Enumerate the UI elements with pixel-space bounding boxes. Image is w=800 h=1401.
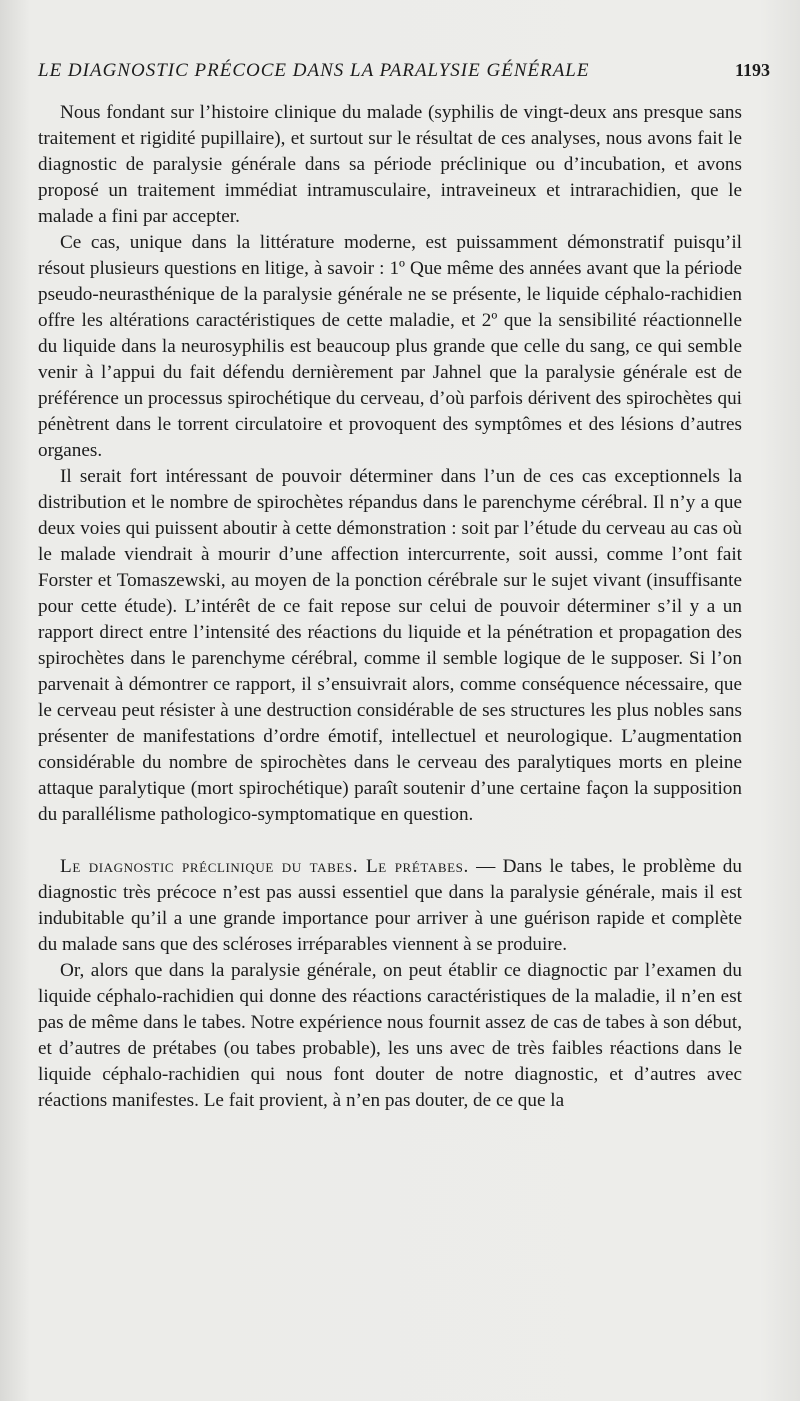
paragraph: Ce cas, unique dans la littérature moderne, est puissamment démonstratif puisqu’il résout plusieurs questions en litige, à savoir : 1º Que même des années avant que la période pseudo-neurasthénique de la paralysie générale ne se présente, le liquide céphalo-rachidien offre les altérations caractéristiques de cette maladie, et 2º que la sensibilité réactionnelle du liquide dans la neurosyphilis est beaucoup plus grande que celle du sang, ce qui semble venir à l’appui du fait défendu dernièrement par Jahnel que la paralysie générale est de préférence un processus spirochétique du cerveau, d’où parfois dérivent des spirochètes qui pénètrent dans le torrent circulatoire et provoquent des symptômes et des lésions d’autres organes. <box>38 232 742 461</box>
page-number: 1193 <box>734 60 770 80</box>
body-text <box>38 100 742 1114</box>
paragraph: Il serait fort intéressant de pouvoir déterminer dans l’un de ces cas exceptionnels la distribution et le nombre de spirochètes répandus dans le parenchyme cérébral. Il n’y a que deux voies qui puissent aboutir à cette démonstration : soit par l’étude du cerveau au cas où le malade viendrait à mourir d’une affection intercurrente, soit aussi, comme l’ont fait Forster et Tomaszewski, au moyen de la ponction cérébrale sur le sujet vivant (insuffisante pour cette étude). L’intérêt de ce fait repose sur celui de pouvoir déterminer s’il y a un rapport direct entre l’intensité des réactions du liquide et la pénétration et propagation des spirochètes dans le parenchyme cérébral, comme il semble logique de le supposer. Si l’on parvenait à démontrer ce rapport, il s’ensuivrait alors, comme conséquence nécessaire, que le cerveau peut résister à une destruction considérable de ses structures les plus nobles sans présenter de manifestations d’ordre émotif, intellectuel et neurologique. L’augmentation considérable du nombre de spirochètes dans le cerveau des paralytiques morts en pleine attaque paralytique (mort spirochétique) paraît soutenir d’une certaine façon la supposition du parallélisme pathologico-symptomatique en question. <box>38 466 742 825</box>
section-heading: Le diagnostic préclinique du tabes. Le prétabes. <box>60 856 469 877</box>
section-lead-text: Dans le tabes, le problème du diagnostic très précoce n’est pas aussi essentiel que dans la paralysie générale, mais il est indubitable qu’il a une grande importance pour arriver à une guérison rapide et complète du malade sans que des scléroses irréparables viennent à se produire. <box>38 856 742 955</box>
section-paragraph <box>38 854 742 958</box>
section-spacer <box>38 828 742 854</box>
running-head <box>38 60 770 90</box>
running-head-title: LE DIAGNOSTIC PRÉCOCE DANS LA PARALYSIE GÉNÉRALE <box>38 60 590 81</box>
paragraph: Nous fondant sur l’histoire clinique du malade (syphilis de vingt-deux ans presque sans traitement et rigidité pupillaire), et surtout sur le résultat de ces analyses, nous avons fait le diagnostic de paralysie générale dans sa période préclinique ou d’incubation, et avons proposé un traitement immédiat intramusculaire, intraveineux et intrarachidien, que le malade a fini par accepter. <box>38 102 742 227</box>
paragraph: Or, alors que dans la paralysie générale, on peut établir ce diagnoctic par l’examen du liquide céphalo-rachidien qui donne des réactions caractéristiques de la maladie, il n’en est pas de même dans le tabes. Notre expérience nous fournit assez de cas de tabes à son début, et d’autres de prétabes (ou tabes probable), les uns avec de très faibles réactions dans le liquide céphalo-rachidien qui nous font douter de notre diagnostic, et d’autres avec réactions manifestes. Le fait provient, à n’en pas douter, de ce que la <box>38 960 742 1111</box>
section-heading-dash: — <box>468 856 503 877</box>
